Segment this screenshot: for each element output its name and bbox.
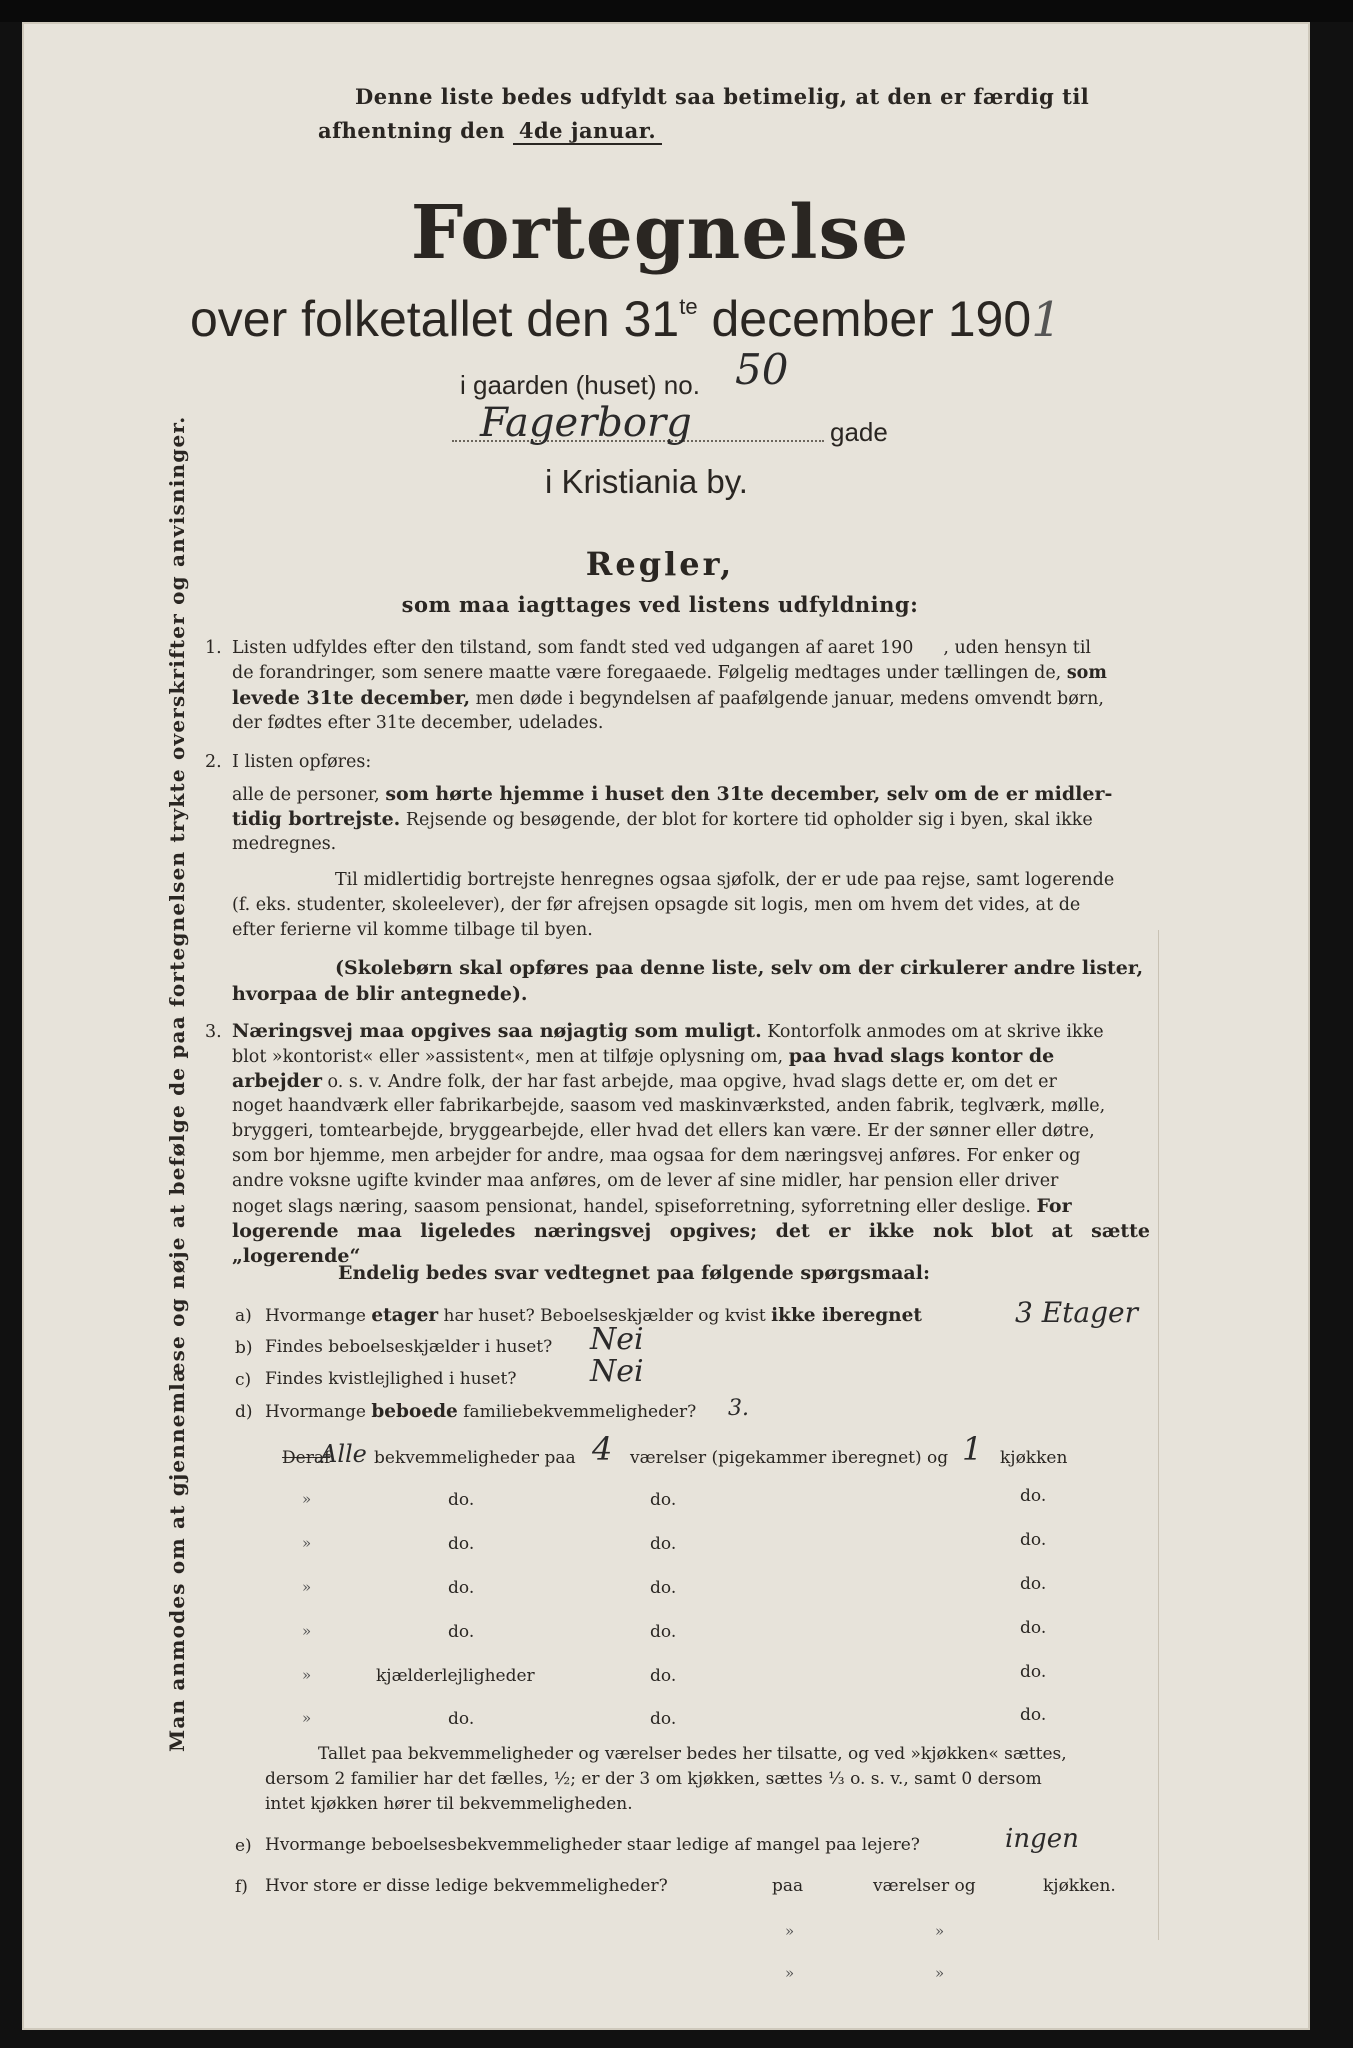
row-7-ditto-3: do. <box>1020 1705 1047 1725</box>
pickup-notice <box>318 80 1145 148</box>
question-c-label: c) <box>235 1370 252 1390</box>
question-b-label: b) <box>235 1338 253 1358</box>
rule-2-bold-1: (Skolebørn skal opføres paa denne liste, selv om der cirkulerer andre lister, <box>335 957 1144 979</box>
house-number-field[interactable]: 50 <box>735 345 789 394</box>
year-handwritten: 1 <box>1031 292 1062 348</box>
answer-d-field[interactable]: 3. <box>728 1396 749 1421</box>
rule-2-line-5: (f. eks. studenter, skoleelever), der før afrejsen opsagde sit logis, men om hvem det vides, at de <box>232 895 1081 915</box>
note-line-2: dersom 2 familier har det fælles, ½; er der 3 om kjøkken, sættes ⅓ o. s. v., samt 0 dersom <box>265 1769 1042 1789</box>
city-line: i Kristiania by. <box>545 463 748 500</box>
question-d-label: d) <box>235 1402 253 1422</box>
rule-3-line-2: blot »kontorist« eller »assistent«, men at tilføje oplysning om, paa hvad slags kontor de <box>232 1045 1055 1067</box>
row-1-rooms-label: værelser (pigekammer iberegnet) og <box>630 1448 949 1468</box>
row-3-ditto-2: do. <box>650 1534 677 1554</box>
row-1-kitchens-label: kjøkken <box>1000 1448 1068 1468</box>
question-e-label: e) <box>235 1836 252 1856</box>
row-4-ditto-2: do. <box>650 1578 677 1598</box>
row-2-ditto-3: do. <box>1020 1486 1047 1506</box>
pickup-date: 4de januar. <box>513 118 662 145</box>
rule-1-line-4: der fødtes efter 31te december, udelades. <box>232 713 604 733</box>
sidebar-instruction: Man anmodes om at gjennemlæse og nøje at befølge de paa fortegnelsen trykte overskrifter og anvisninger. <box>165 415 189 1752</box>
answer-c-field[interactable]: Nei <box>590 1354 644 1389</box>
question-a-text: Hvormange etager har huset? Beboelseskjælder og kvist ikke iberegnet <box>265 1305 922 1326</box>
row-5-ditto-2: do. <box>650 1622 677 1642</box>
row-3-ditto-mark: » <box>302 1534 312 1552</box>
rules-heading: Regler, <box>585 545 735 583</box>
rule-3-line-5: bryggeri, tomtearbejde, bryggearbejde, eller hvad det ellers kan være. Er der sønner eller døtre, <box>232 1121 1095 1141</box>
row-5-ditto-mark: » <box>302 1622 312 1640</box>
row-2-ditto-2: do. <box>650 1490 677 1510</box>
row-2-ditto-1: do. <box>448 1490 475 1510</box>
answer-b-field[interactable]: Nei <box>590 1322 644 1357</box>
row-5-ditto-3: do. <box>1020 1618 1047 1638</box>
rules-subheading: som maa iagttages ved listens udfyldning: <box>401 592 919 617</box>
notice-line-2: afhentning den 4de januar. <box>318 114 1145 148</box>
row-7-ditto-2: do. <box>650 1709 677 1729</box>
rule-2-intro: I listen opføres: <box>232 752 372 772</box>
question-f-text: Hvor store er disse ledige bekvemmeligheder? <box>265 1876 668 1896</box>
row-1-rooms-field[interactable]: 4 <box>592 1430 613 1468</box>
rule-2-line-1: alle de personer, som hørte hjemme i huset den 31te december, selv om de er midler- <box>232 783 1113 805</box>
row-1-label: bekvemmeligheder paa <box>374 1448 576 1468</box>
row-4-ditto-mark: » <box>302 1578 312 1596</box>
rule-2-bold-2: hvorpaa de blir antegnede). <box>232 983 528 1005</box>
row-1-handwritten-word[interactable]: Alle <box>320 1440 367 1468</box>
question-f-paa: paa <box>772 1876 804 1896</box>
rule-3-line-6: som bor hjemme, men arbejder for andre, maa ogsaa for dem næringsvej anføres. For enker og <box>232 1146 1081 1166</box>
f-ditto-mark-1: » <box>785 1922 795 1940</box>
rule-3-line-9: logerende maa ligeledes næringsvej opgives; det er ikke nok blot at sætte „logerende“ <box>232 1220 1150 1267</box>
row-6-ditto-2: do. <box>650 1666 677 1686</box>
question-f-label: f) <box>235 1877 248 1897</box>
questions-intro: Endelig bedes svar vedtegnet paa følgende spørgsmaal: <box>338 1262 930 1284</box>
row-4-ditto-1: do. <box>448 1578 475 1598</box>
street-name-field[interactable]: Fagerborg <box>480 400 692 446</box>
question-f-rooms-label: værelser og <box>873 1876 976 1896</box>
street-suffix: gade <box>830 417 888 447</box>
question-e-text: Hvormange beboelsesbekvemmeligheder staar ledige af mangel paa lejere? <box>265 1835 920 1855</box>
rule-1-line-1: Listen udfyldes efter den tilstand, som fandt sted ved udgangen af aaret 190 , uden hensyn til <box>232 638 1092 658</box>
house-number-label: i gaarden (huset) no. <box>460 370 700 400</box>
row-5-ditto-1: do. <box>448 1622 475 1642</box>
rule-3-line-1: Næringsvej maa opgives saa nøjagtig som muligt. Kontorfolk anmodes om at skrive ikke <box>232 1020 1104 1042</box>
rule-2-line-4: Til midlertidig bortrejste henregnes ogsaa sjøfolk, der er ude paa rejse, samt logerende <box>335 870 1115 890</box>
rule-1-number: 1. <box>205 638 222 658</box>
note-line-1: Tallet paa bekvemmeligheder og værelser bedes her tilsatte, og ved »kjøkken« sættes, <box>318 1744 1067 1764</box>
rule-3-line-3: arbejder o. s. v. Andre folk, der har fast arbejde, maa opgive, hvad slags dette er, om det er <box>232 1070 1057 1092</box>
question-f-kitchens-label: kjøkken. <box>1043 1876 1116 1896</box>
answer-e-field[interactable]: ingen <box>1005 1824 1079 1854</box>
notice-line-1: Denne liste bedes udfyldt saa betimelig, at den er færdig til <box>355 84 1090 109</box>
row-3-ditto-3: do. <box>1020 1530 1047 1550</box>
row-2-ditto-mark: » <box>302 1490 312 1508</box>
row-7-ditto-1: do. <box>448 1709 475 1729</box>
f-ditto-mark-4: » <box>935 1964 945 1982</box>
answer-a-field[interactable]: 3 Etager <box>1015 1296 1138 1329</box>
row-4-ditto-3: do. <box>1020 1574 1047 1594</box>
rule-1-line-2: de forandringer, som senere maatte være foregaaede. Følgelig medtages under tællingen de, som <box>232 663 1107 683</box>
row-6-basement-label: kjælderlejligheder <box>376 1666 535 1686</box>
question-d-text: Hvormange beboede familiebekvemmeligheder? <box>265 1401 697 1422</box>
question-a-label: a) <box>235 1306 252 1326</box>
row-1-kitchens-field[interactable]: 1 <box>962 1430 983 1468</box>
scan-border <box>0 0 1353 22</box>
row-7-ditto-mark: » <box>302 1709 312 1727</box>
question-b-text: Findes beboelseskjælder i huset? <box>265 1337 553 1357</box>
rule-3-number: 3. <box>205 1022 222 1042</box>
row-6-ditto-mark: » <box>302 1666 312 1684</box>
rule-3-line-7: andre voksne ugifte kvinder maa anføres, om de lever af sine midler, har pension eller driver <box>232 1171 1059 1191</box>
rule-2-line-3: medregnes. <box>232 834 337 854</box>
f-ditto-mark-2: » <box>935 1922 945 1940</box>
form-subtitle: over folketallet den $31^{te}$ december 1901 <box>190 291 1062 348</box>
row-1-struck-word: Deraf <box>282 1448 331 1468</box>
rule-3-line-4: noget haandværk eller fabrikarbejde, saasom ved maskinværksted, anden fabrik, teglværk, mølle, <box>232 1096 1106 1116</box>
note-line-3: intet kjøkken hører til bekvemmeligheden. <box>265 1794 633 1814</box>
rule-2-line-6: efter ferierne vil komme tilbage til byen. <box>232 920 593 940</box>
rule-2-line-2: tidig bortrejste. Rejsende og besøgende, der blot for kortere tid opholder sig i byen, skal ikke <box>232 808 1093 830</box>
row-3-ditto-1: do. <box>448 1534 475 1554</box>
row-6-ditto-3: do. <box>1020 1662 1047 1682</box>
right-margin-fold <box>1158 930 1159 1940</box>
form-title: Fortegnelse <box>410 190 910 276</box>
rule-3-line-8: noget slags næring, saasom pensionat, handel, spiseforretning, syforretning eller deslige. For <box>232 1195 1072 1217</box>
f-ditto-mark-3: » <box>785 1964 795 1982</box>
rule-1-line-3: levede 31te december, men døde i begyndelsen af paafølgende januar, medens omvendt børn, <box>232 687 1104 709</box>
rule-2-number: 2. <box>205 752 222 772</box>
question-c-text: Findes kvistlejlighed i huset? <box>265 1369 517 1389</box>
